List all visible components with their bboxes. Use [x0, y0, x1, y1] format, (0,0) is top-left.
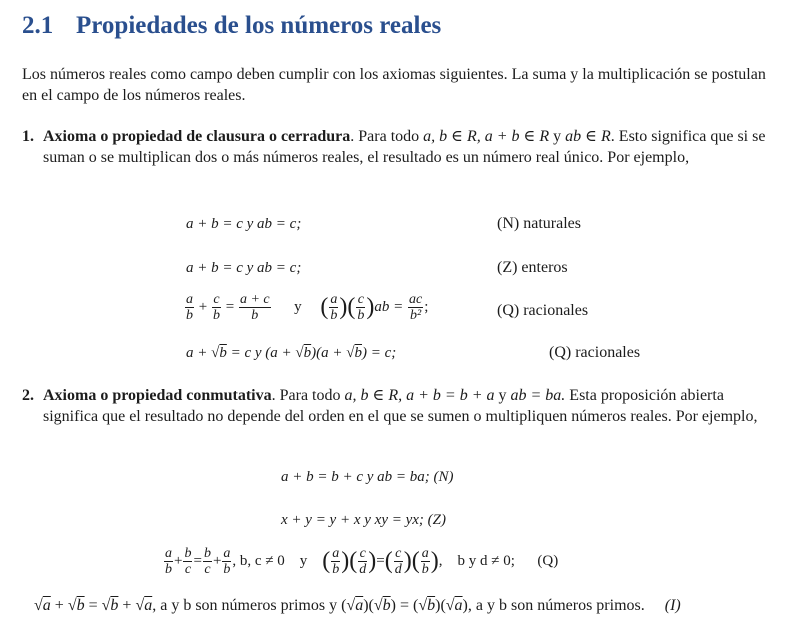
axiom-2-example-4: √a + √b = √b + √a, a y b son números primos y (√a)(√b) = (√b)(√a), a y b son números primos. (I): [34, 597, 681, 614]
axiom-1-label-3: (Q) racionales: [497, 302, 589, 319]
axiom-2-example-1: a + b = b + c y ab = ba; (N): [281, 469, 454, 485]
section-heading: [22, 12, 441, 40]
axiom-1-text: Axioma o propiedad de clausura o cerradura. Para todo a, b ∈ R, a + b ∈ R y ab ∈ R. Esto significa que si se suman o se multiplican dos o más números reales, el resultado es un número real único. Por ejemplo,: [43, 128, 766, 166]
axiom-1-example-4: a + √b = c y (a + √b)(a + √b) = c;: [186, 345, 397, 361]
axiom-2: [22, 385, 770, 427]
axiom-1-example-2: a + b = c y ab = c;: [186, 260, 302, 276]
section-number: 2.1: [22, 12, 54, 39]
axiom-1-label-4: (Q) racionales: [549, 344, 641, 361]
axiom-1-label-2: (Z) enteros: [497, 259, 568, 276]
axiom-1-example-3: $\frac{a}{b}$ + $\frac{c}{b}$ = $\frac{a + c}{b}$ y ( $\frac{a}{b}$ )( $\frac{c}{b}$ )ab = $\frac{ac}{\text{b²}}$ ;: [186, 292, 429, 323]
axiom-2-name: Axioma o propiedad conmutativa: [43, 387, 272, 404]
axiom-2-example-3: $\frac{a}{b}$ + $\frac{b}{c}$ = $\frac{b}{c}$ + $\frac{a}{b}$ , b, c ≠ 0 y ( $\frac{a}{b}$ )( $\frac{c}{d}$ )=( $\frac{c}{d}$ )( $\frac{a}{b}$ ), b y d ≠ 0; (Q): [165, 546, 559, 577]
axiom-2-text: Axioma o propiedad conmutativa. Para todo a, b ∈ R, a + b = b + a y ab = ba. Esta proposición abierta significa que el resultado no depende del orden en el que se sumen o multipliquen números reales. Por ejemplo,: [43, 387, 758, 425]
intro-paragraph: Los números reales como campo deben cumplir con los axiomas siguientes. La suma y la multiplicación se postulan en el campo de los números reales.: [22, 66, 766, 104]
axiom-1: [22, 126, 770, 168]
axiom-1-example-1: a + b = c y ab = c;: [186, 216, 302, 232]
axiom-2-number: 2.: [22, 387, 34, 404]
axiom-1-label-1: (N) naturales: [497, 215, 581, 232]
section-title: Propiedades de los números reales: [76, 12, 442, 39]
axiom-1-name: Axioma o propiedad de clausura o cerradura: [43, 128, 351, 145]
axiom-2-example-2: x + y = y + x y xy = yx; (Z): [281, 512, 446, 528]
axiom-1-number: 1.: [22, 128, 34, 145]
